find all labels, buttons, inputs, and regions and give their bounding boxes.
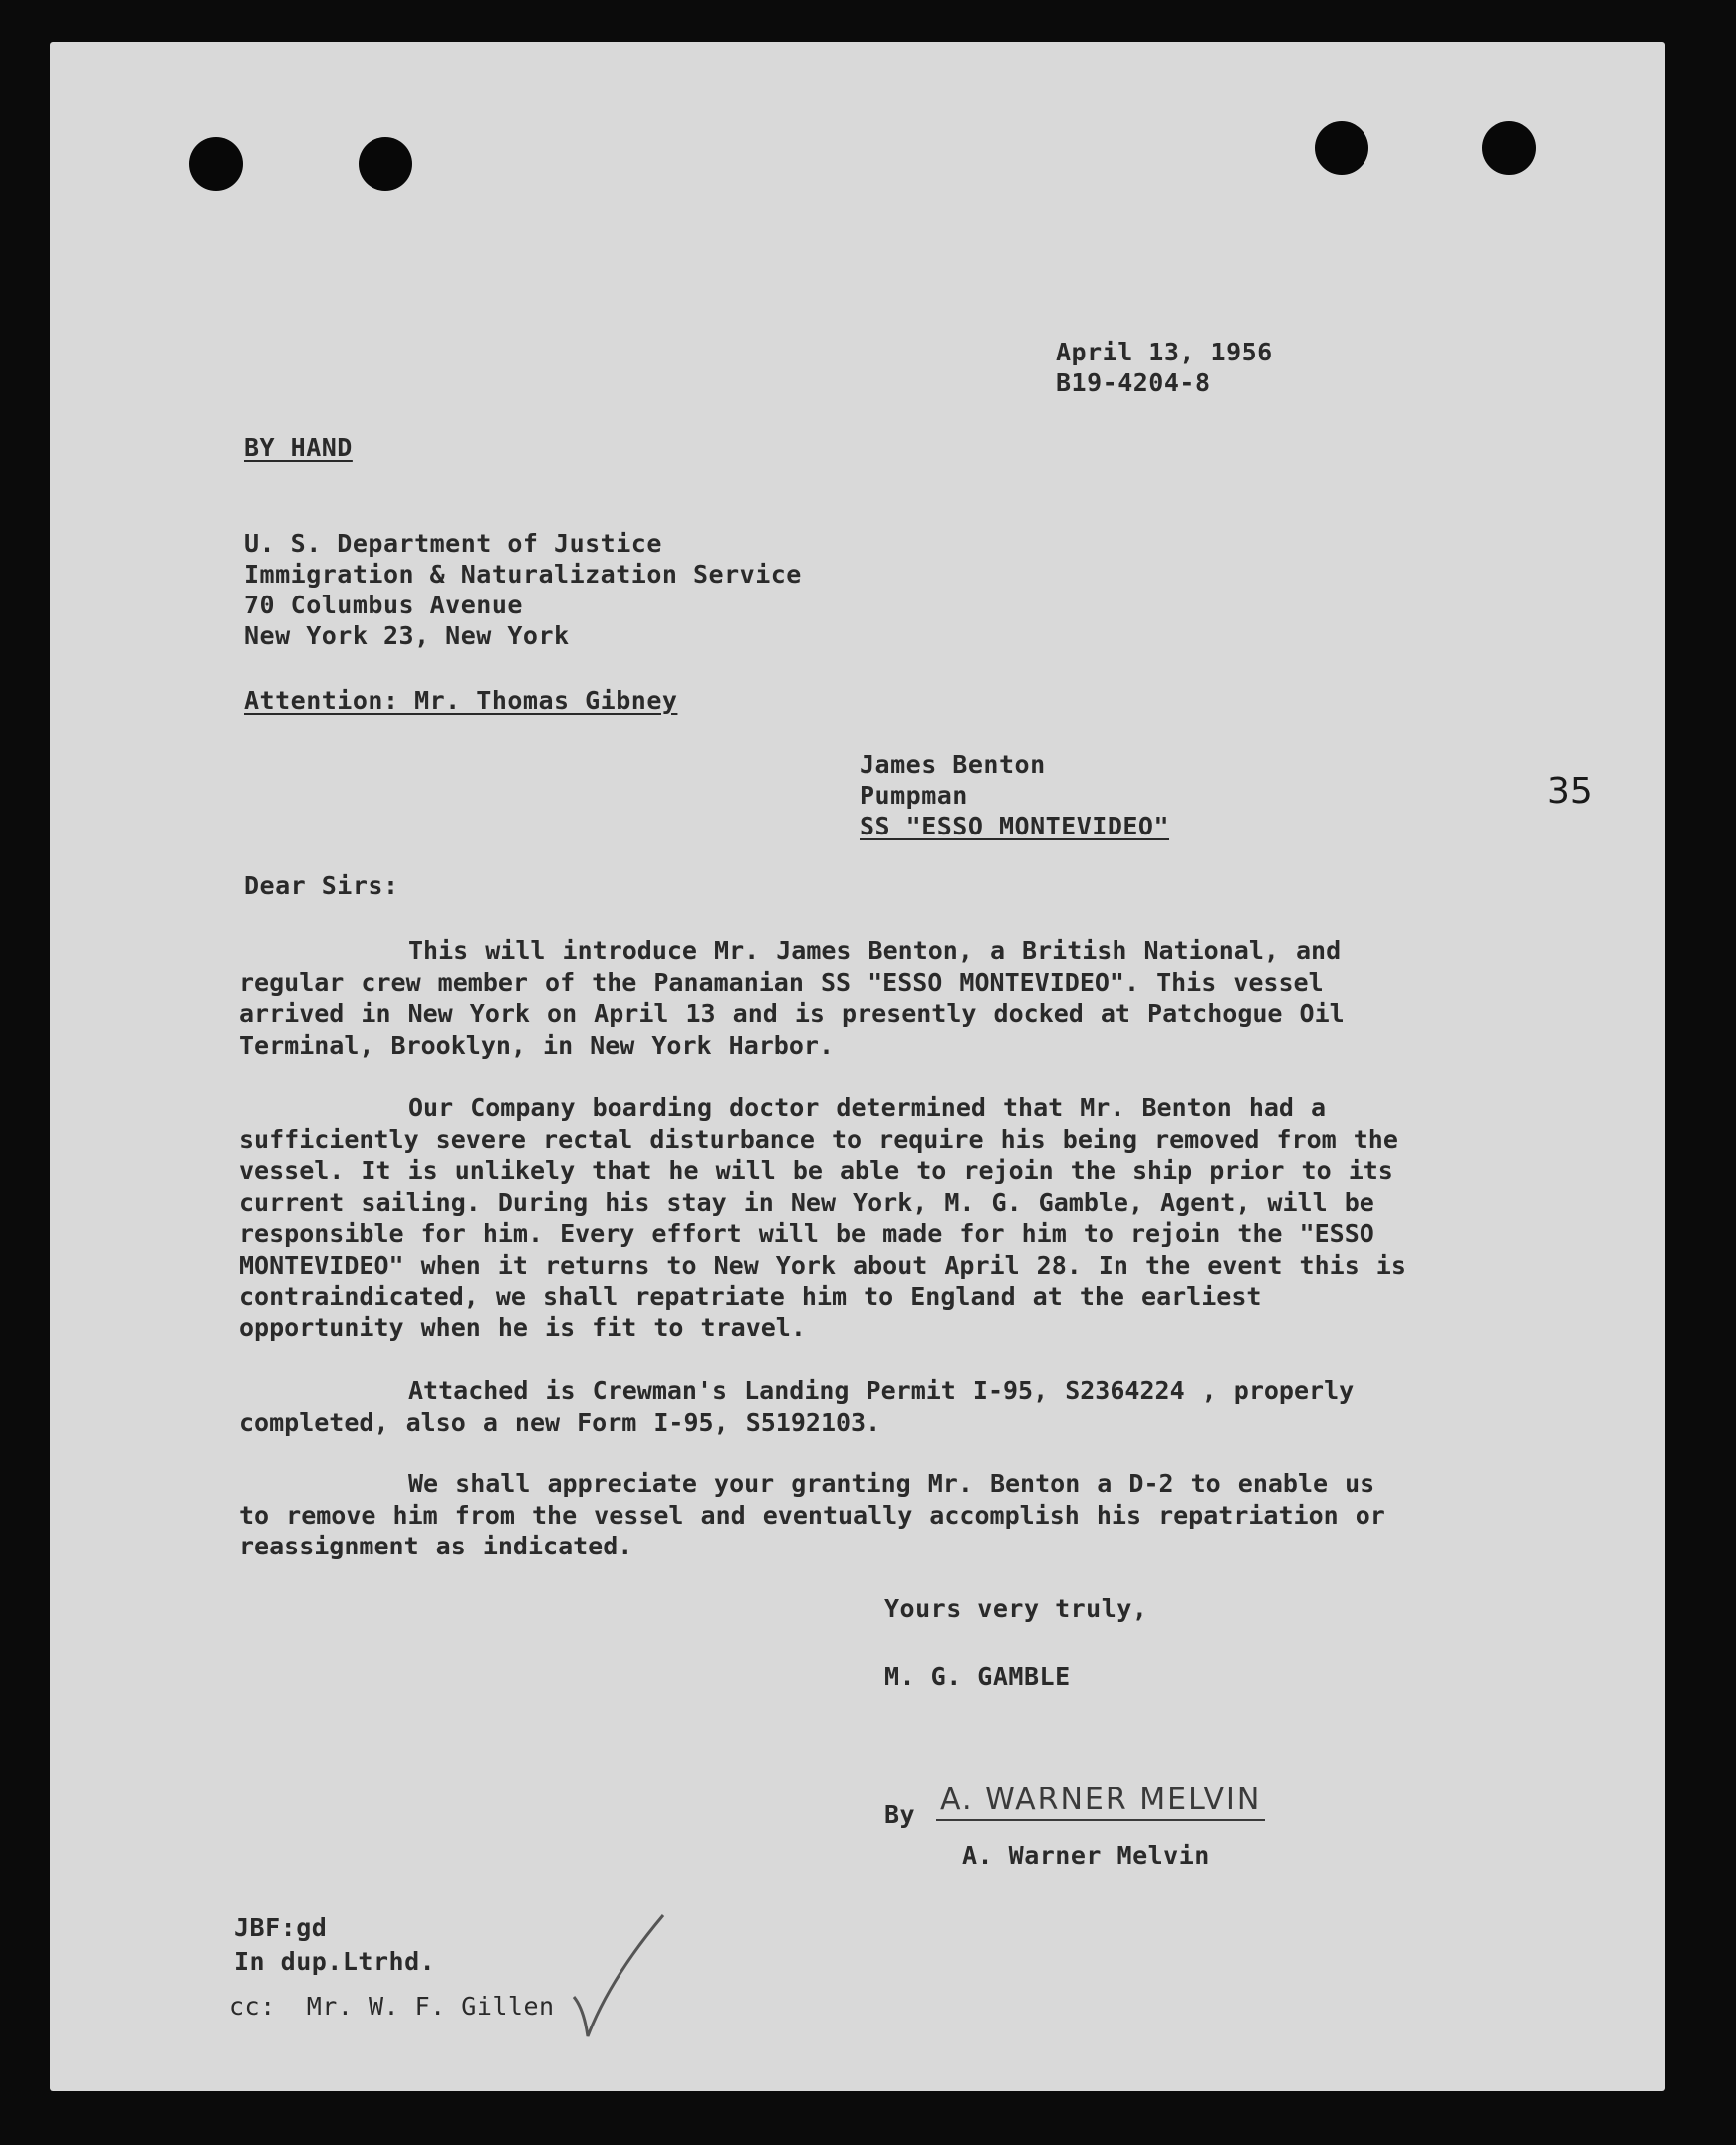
body-paragraph: Our Company boarding doctor determined that Mr. Benton had a sufficiently severe rectal disturbance to require his being removed from the vessel. It is unlikely that he will be able to rejoin the ship prior to its current sailing. During his stay in New York, M. G. Gamble, Agent, will be responsible for him. Every effort will be made for him to rejoin the "ESSO MONTEVIDEO" when it returns to New York about April 28. In the event this is contraindicated, we shall repatriate him to England at the earliest opportunity when he is fit to travel. xyxy=(239,1093,1406,1342)
typist-initials: JBF:gd xyxy=(234,1913,328,1942)
signature-company: M. G. GAMBLE xyxy=(884,1662,1071,1691)
body-paragraph: We shall appreciate your granting Mr. Benton a D-2 to enable us to remove him from the vessel and eventually accomplish his repatriation or reassignment as indicated. xyxy=(239,1469,1385,1560)
complimentary-close: Yours very truly, xyxy=(884,1594,1148,1623)
file-reference: B19-4204-8 xyxy=(1056,368,1211,397)
duplicate-note: In dup.Ltrhd. xyxy=(234,1947,436,1976)
subject-name: James Benton xyxy=(860,750,1046,779)
check-mark-icon xyxy=(570,1909,669,2048)
addressee-line: New York 23, New York xyxy=(244,621,570,650)
salutation: Dear Sirs: xyxy=(244,871,399,900)
letter-page xyxy=(50,42,1665,2091)
addressee-line: 70 Columbus Avenue xyxy=(244,591,523,619)
punch-hole xyxy=(1482,121,1536,175)
punch-hole xyxy=(189,137,243,191)
body-paragraph: This will introduce Mr. James Benton, a British National, and regular crew member of the Panamanian SS "ESSO MONTEVIDEO". This vessel arrived in New York on April 13 and is presently docked at Patchogue Oil Terminal, Brooklyn, in New York Harbor. xyxy=(239,936,1345,1060)
signature-typed-name: A. Warner Melvin xyxy=(962,1841,1210,1870)
letter-date: April 13, 1956 xyxy=(1056,338,1273,366)
subject-position: Pumpman xyxy=(860,781,968,810)
delivery-method: BY HAND xyxy=(244,433,353,462)
page-number: 35 xyxy=(1547,771,1593,812)
body-paragraph: Attached is Crewman's Landing Permit I-95, S2364224 , properly completed, also a new Form I-95, S5192103. xyxy=(239,1376,1355,1437)
punch-hole xyxy=(359,137,412,191)
punch-hole xyxy=(1315,121,1368,175)
signature-by: By xyxy=(884,1800,916,1829)
attention-line: Attention: Mr. Thomas Gibney xyxy=(244,686,678,715)
addressee-line: Immigration & Naturalization Service xyxy=(244,560,802,589)
signature-stamp: A. WARNER MELVIN xyxy=(936,1783,1265,1821)
addressee-line: U. S. Department of Justice xyxy=(244,529,662,558)
subject-vessel: SS "ESSO MONTEVIDEO" xyxy=(860,812,1170,840)
carbon-copy: cc: Mr. W. F. Gillen xyxy=(229,1992,555,2021)
